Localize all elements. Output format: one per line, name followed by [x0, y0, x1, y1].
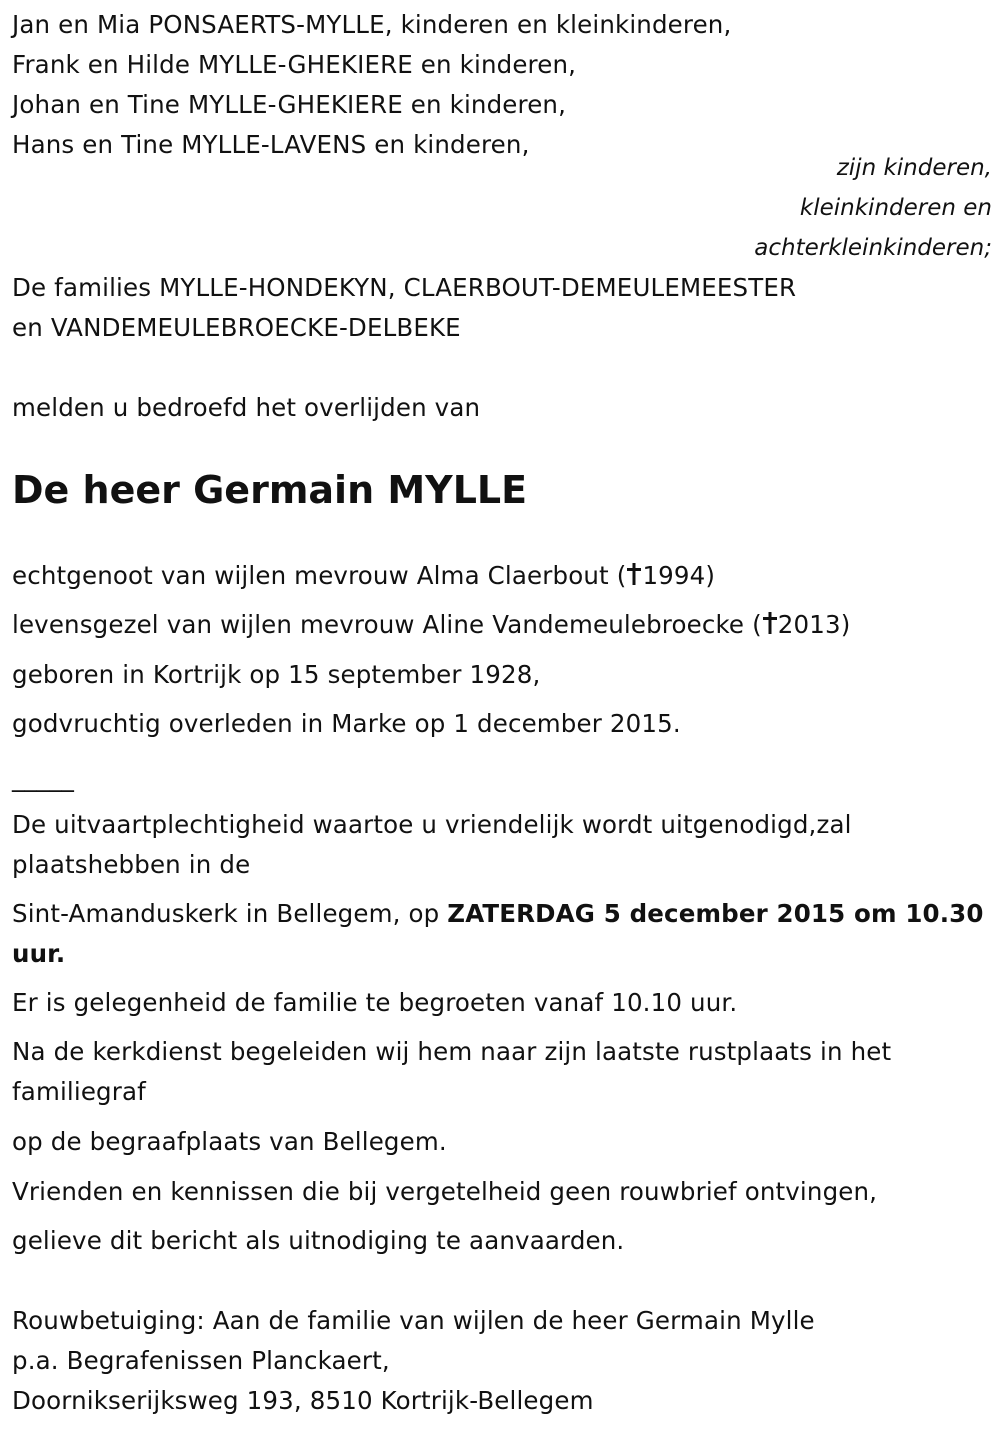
spouse-text: echtgenoot van wijlen mevrouw Alma Claerbout (	[12, 561, 627, 590]
condolence-line-3: Doornikserijksweg 193, 8510 Kortrijk-Bellegem	[12, 1386, 594, 1415]
relation-line-1: zijn kinderen,	[836, 155, 992, 181]
church-line	[12, 898, 984, 930]
condolence-line-1: Rouwbetuiging: Aan de familie van wijlen de heer Germain Mylle	[12, 1306, 815, 1335]
funeral-line-1: De uitvaartplechtigheid waartoe u vriendelijk wordt uitgenodigd,zal	[12, 810, 852, 839]
burial-line-3: op de begraafplaats van Bellegem.	[12, 1127, 447, 1156]
cross-icon	[626, 562, 642, 586]
spouse-line	[12, 560, 715, 592]
funeral-line-2: plaatshebben in de	[12, 850, 251, 879]
church-text: Sint-Amanduskerk in Bellegem, op	[12, 899, 448, 928]
family-line-2: Frank en Hilde MYLLE-GHEKIERE en kinderen,	[12, 50, 577, 79]
burial-line-2: familiegraf	[12, 1077, 146, 1106]
spouse-year: 1994)	[642, 561, 716, 590]
family-line-4: Hans en Tine MYLLE-LAVENS en kinderen,	[12, 130, 530, 159]
announcement: melden u bedroefd het overlijden van	[12, 393, 481, 422]
partner-year: 2013)	[777, 610, 851, 639]
deceased-name: De heer Germain MYLLE	[12, 468, 528, 512]
families-line-2: en VANDEMEULEBROECKE-DELBEKE	[12, 313, 461, 342]
relation-line-3: achterkleinkinderen;	[754, 235, 992, 261]
funeral-date: ZATERDAG 5 december 2015 om 10.30	[447, 899, 984, 928]
greeting-line: Er is gelegenheid de familie te begroeten vanaf 10.10 uur.	[12, 988, 738, 1017]
funeral-date-end: uur.	[12, 939, 66, 968]
families-line-1: De families MYLLE-HONDEKYN, CLAERBOUT-DEMEULEMEESTER	[12, 273, 797, 302]
partner-line	[12, 609, 850, 641]
relation-line-2: kleinkinderen en	[799, 195, 992, 221]
burial-line-1: Na de kerkdienst begeleiden wij hem naar zijn laatste rustplaats in het	[12, 1037, 892, 1066]
friends-line-2: gelieve dit bericht als uitnodiging te aanvaarden.	[12, 1226, 625, 1255]
partner-text: levensgezel van wijlen mevrouw Aline Vandemeulebroecke (	[12, 610, 762, 639]
separator: _____	[12, 763, 74, 792]
birth-line: geboren in Kortrijk op 15 september 1928,	[12, 660, 541, 689]
death-line: godvruchtig overleden in Marke op 1 december 2015.	[12, 709, 681, 738]
cross-icon	[762, 611, 778, 635]
friends-line-1: Vrienden en kennissen die bij vergetelheid geen rouwbrief ontvingen,	[12, 1177, 878, 1206]
family-line-1: Jan en Mia PONSAERTS-MYLLE, kinderen en kleinkinderen,	[12, 10, 732, 39]
family-line-3: Johan en Tine MYLLE-GHEKIERE en kinderen,	[12, 90, 567, 119]
condolence-line-2: p.a. Begrafenissen Planckaert,	[12, 1346, 390, 1375]
